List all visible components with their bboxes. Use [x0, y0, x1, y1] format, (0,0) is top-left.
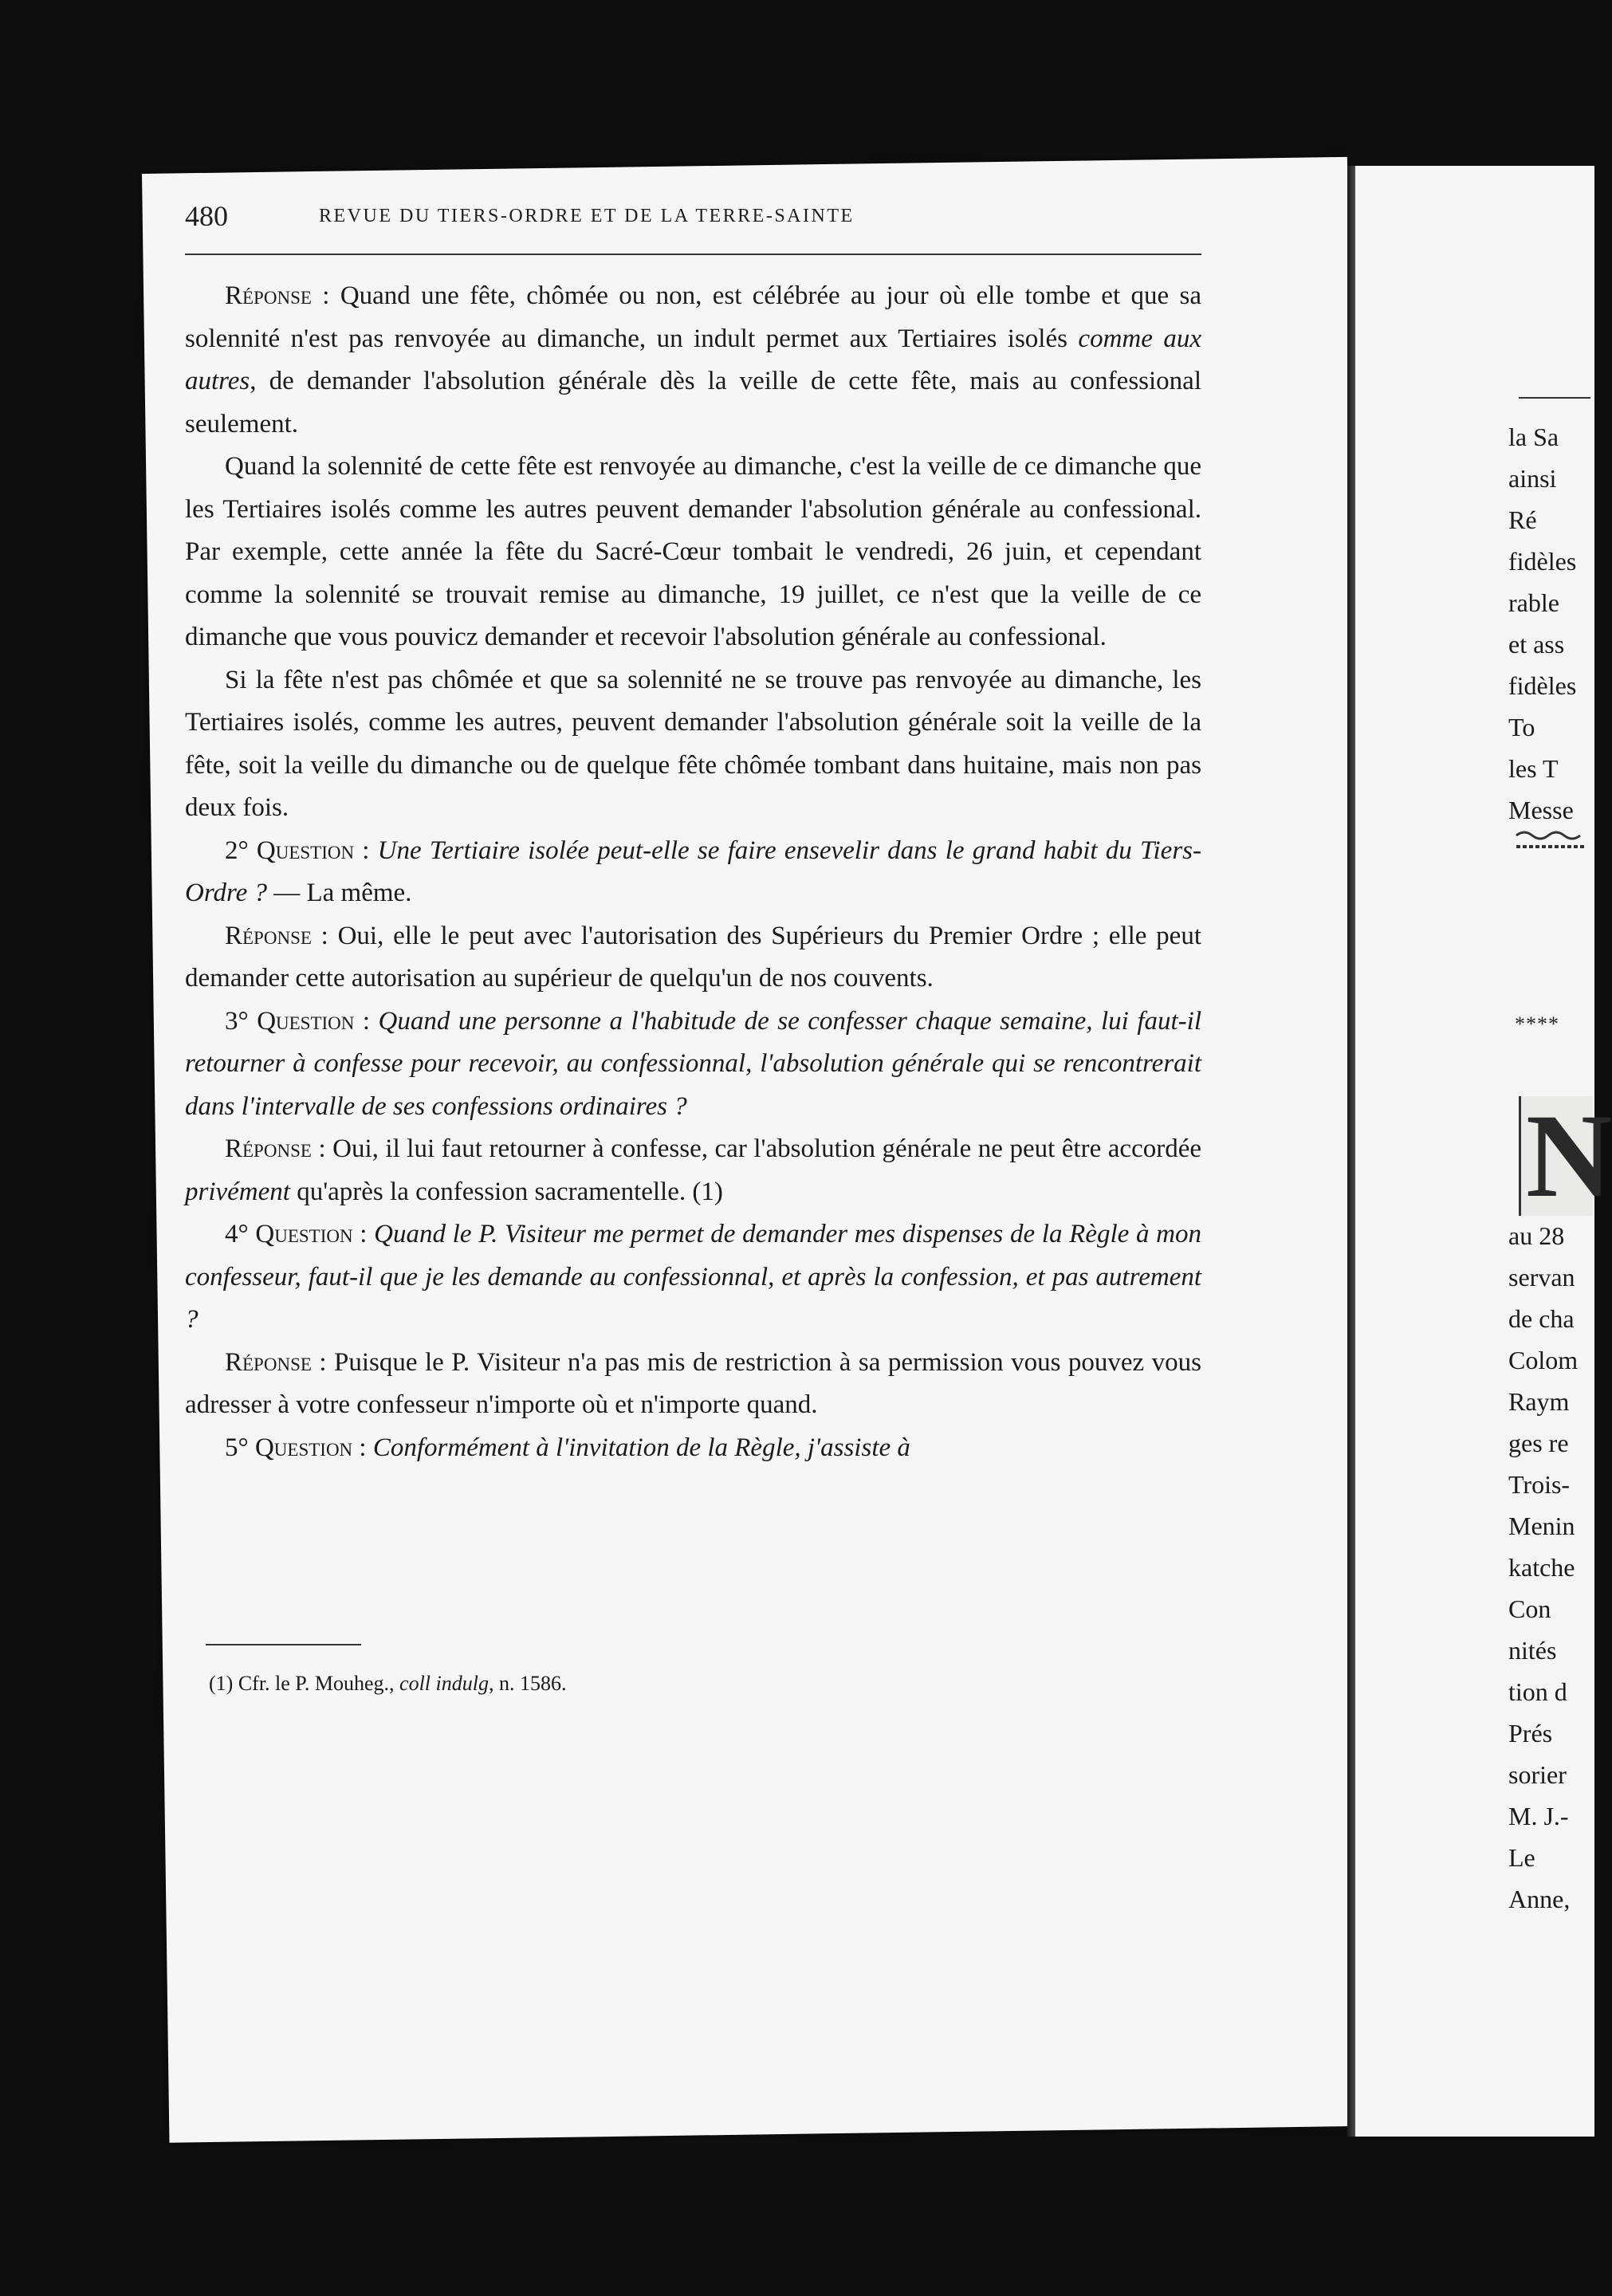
answer-3: [185, 1128, 1201, 1213]
right-page-line: Trois-: [1508, 1470, 1571, 1499]
right-page-rule: [1519, 397, 1590, 399]
body-text: [185, 275, 1201, 1469]
answer-2: [185, 915, 1201, 1001]
answer-label: Réponse :: [225, 281, 330, 310]
paragraph-2: Quand la solennité de cette fête est renvoyée au dimanche, c'est la veille de ce dimanche que les Tertiaires isolés comme les autres peuvent demander l'absolution générale au confessional. Par exemple, cette année la fête du Sacré-Cœur tombait le vendredi, 26 juin, et cependant comme la solennité se trouvait remise au dimanche, 19 juillet, ce n'est que la veille de ce dimanche que vous pouvicz demander et recevoir l'absolution générale au confessional.: [185, 452, 1201, 651]
question-5: [185, 1427, 1201, 1470]
right-page-line: sorier: [1508, 1760, 1567, 1789]
header-rule: [185, 254, 1201, 255]
answer-4: [185, 1342, 1201, 1427]
question-label: Question :: [257, 1006, 371, 1036]
right-page-line: ges re: [1508, 1429, 1569, 1457]
right-page-line: nités: [1508, 1636, 1557, 1665]
question-text: Conformément à l'invitation de la Règle, j'assiste à: [366, 1433, 910, 1462]
right-page-line: fidèles: [1508, 671, 1577, 700]
right-page-line: To: [1508, 713, 1535, 741]
answer-text: Oui, il lui faut retourner à confesse, car l'absolution générale ne peut être accordée: [325, 1134, 1201, 1163]
answer-text: Puisque le P. Visiteur n'a pas mis de restriction à sa permission vous pouvez vous adresser à votre confesseur n'importe où et n'importe quand.: [185, 1347, 1201, 1419]
page-number: 480: [185, 200, 228, 232]
paragraph-answer-1: [185, 275, 1201, 446]
paragraph-3: Si la fête n'est pas chômée et que sa solennité ne se trouve pas renvoyée au dimanche, les Tertiaires isolés, comme les autres, peuvent demander l'absolution générale soit la veille de la fête, soit la veille du dimanche ou de quelque fête chômée tombant dans huitaine, mais non pas deux fois.: [185, 665, 1201, 822]
right-page-line: M. J.-: [1508, 1802, 1569, 1830]
footnote: [209, 1672, 566, 1696]
right-page-line: Con: [1508, 1594, 1551, 1623]
drop-cap-letter: N: [1526, 1090, 1612, 1222]
question-text: Quand le P. Visiteur me permet de demander mes dispenses de la Règle à mon confesseur, faut-il que je les demande au confessionnal, et après la confession, et pas autrement ?: [185, 1220, 1201, 1334]
question-text: Quand une personne a l'habitude de se confesser chaque semaine, lui faut-il retourner à confesse pour recevoir, au confessionnal, l'absolution générale qui se rencontrerait dans l'intervalle de ses confessions ordinaires ?: [185, 1006, 1201, 1121]
question-number: 2°: [225, 835, 257, 865]
page-header: [185, 199, 1201, 231]
right-page-line: ainsi: [1508, 464, 1557, 493]
question-number: 4°: [225, 1220, 256, 1248]
question-4: [185, 1213, 1201, 1342]
question-tail: — La même.: [266, 879, 412, 907]
answer-text: qu'après la confession sacramentelle. (1): [289, 1177, 723, 1206]
question-3: [185, 1001, 1201, 1129]
question-number: 3°: [225, 1006, 258, 1036]
right-page-line: Prés: [1508, 1719, 1553, 1748]
drop-cap: [1519, 1090, 1612, 1222]
right-page-line: Ré: [1508, 505, 1537, 534]
right-page-line: la Sa: [1508, 423, 1559, 451]
right-page-line: Anne,: [1508, 1885, 1571, 1913]
question-label: Question :: [255, 1220, 368, 1248]
answer-label: Réponse :: [225, 921, 328, 950]
answer-text: Quand une fête, chômée ou non, est célébrée au jour où elle tombe et que sa solennité n'est pas renvoyée au dimanche, un indult permet aux Tertiaires isolés: [185, 281, 1201, 353]
right-page-line: katche: [1508, 1553, 1575, 1582]
answer-label: Réponse :: [225, 1347, 327, 1377]
right-page-line: tion d: [1508, 1677, 1567, 1706]
right-page-line: Messe: [1508, 796, 1574, 824]
right-page-line: de cha: [1508, 1304, 1575, 1333]
question-2: [185, 830, 1201, 915]
answer-label: Réponse :: [225, 1134, 326, 1163]
answer-text: , de demander l'absolution générale dès la veille de cette fête, mais au confessional seulement.: [185, 367, 1201, 438]
emphasis-text: privément: [185, 1177, 290, 1206]
footnote-emphasis: coll indulg: [399, 1672, 489, 1695]
stars-divider: ****: [1515, 1012, 1559, 1036]
footnote-suffix: , n. 1586.: [488, 1672, 567, 1695]
ornament-band: [1515, 829, 1588, 853]
question-label: Question :: [256, 835, 370, 865]
footnote-prefix: (1) Cfr. le P. Mouheg.,: [209, 1672, 400, 1695]
right-page-line: Le: [1508, 1843, 1535, 1872]
emphasis-text: comme aux autres: [185, 324, 1201, 395]
right-page-line: et ass: [1508, 630, 1565, 659]
right-page-line: au 28: [1508, 1221, 1565, 1250]
answer-text: Oui, elle le peut avec l'autorisation des Supérieurs du Premier Ordre ; elle peut demander cette autorisation au supérieur de quelqu'un de nos couvents.: [185, 921, 1201, 993]
right-page-line: Colom: [1508, 1346, 1579, 1374]
question-number: 5°: [225, 1433, 255, 1462]
right-page-line: Raym: [1508, 1387, 1570, 1416]
footnote-rule: [206, 1644, 361, 1645]
right-page-line: servan: [1508, 1263, 1575, 1292]
right-page-line: Menin: [1508, 1512, 1575, 1540]
right-page-line: les T: [1508, 754, 1559, 783]
running-head: REVUE DU TIERS-ORDRE ET DE LA TERRE-SAINTE: [319, 206, 855, 226]
question-label: Question :: [254, 1433, 367, 1462]
right-page-line: rable: [1508, 588, 1559, 617]
question-text: Une Tertiaire isolée peut-elle se faire ensevelir dans le grand habit du Tiers-Ordre ?: [185, 835, 1201, 907]
right-page-line: fidèles: [1508, 547, 1577, 576]
